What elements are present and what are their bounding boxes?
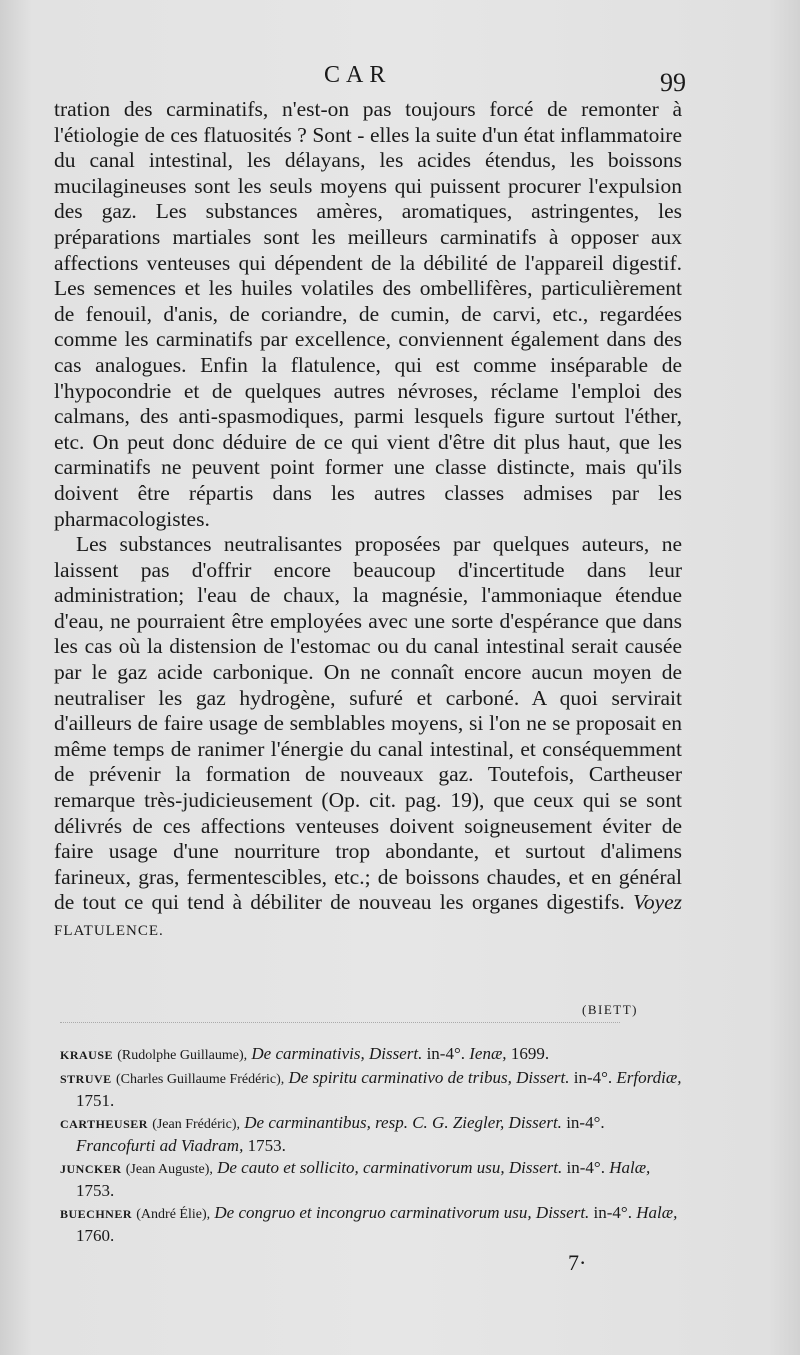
body-text	[54, 97, 682, 945]
reference-first-names: (Charles Guillaume Frédéric),	[115, 1072, 285, 1087]
reference-title: De spiritu carminativo de tribus, Dissert.	[288, 1068, 570, 1087]
reference-year: 1753.	[247, 1136, 286, 1155]
reference-first-names: (Jean Frédéric),	[152, 1117, 241, 1132]
reference-title: De cauto et sollicito, carminativorum usu, Dissert.	[217, 1158, 563, 1177]
reference-format: in-4°.	[593, 1203, 632, 1222]
reference-title: De carminativis, Dissert.	[251, 1044, 423, 1063]
see-also-target: FLATULENCE.	[54, 923, 164, 939]
page-number: 99	[660, 68, 686, 97]
reference-item	[60, 1157, 686, 1201]
reference-year: 1760.	[76, 1226, 115, 1245]
divider	[60, 1022, 620, 1023]
reference-first-names: (Jean Auguste),	[125, 1162, 213, 1177]
paragraph-1-text: tration des carminatifs, n'est-on pas toujours forcé de remonter à l'étiologie de ces flatuosités ? Sont - elles la suite d'un état inflammatoire du canal intestinal, les délayans, les acides étendus, les boissons mucilagineuses sont les seuls moyens qui puissent procurer l'expulsion des gaz. Les substances amères, aromatiques, astringentes, les préparations martiales sont les meilleurs carminatifs à opposer aux affections venteuses qui dépendent de la débilité de l'appareil digestif. Les semences et les huiles volatiles des ombellifères, particulièrement de fenouil, d'anis, de coriandre, de cumin, de carvi, etc., regardées comme les carminatifs par excellence, conviennent également dans des cas analogues. Enfin la flatulence, qui est comme inséparable de l'hypocondrie et de quelques autres névroses, réclame l'emploi des calmans, des anti-spasmodiques, parmi lesquels figure surtout l'éther, etc. On peut donc déduire de ce qui vient d'être dit plus haut, que les carminatifs ne peuvent point former une classe distincte, mais qu'ils doivent être répartis dans les autres classes admises par les pharmacologistes.	[54, 97, 682, 531]
reference-year: 1751.	[76, 1091, 115, 1110]
see-also-label: Voyez	[633, 890, 683, 915]
reference-author: KRAUSE	[60, 1048, 114, 1062]
reference-place: Ienæ,	[469, 1044, 507, 1063]
reference-year: 1699.	[510, 1044, 550, 1063]
reference-format: in-4°.	[426, 1044, 466, 1063]
reference-place: Halæ,	[609, 1158, 651, 1177]
reference-format: in-4°.	[573, 1068, 613, 1087]
reference-first-names: (Rudolphe Guillaume),	[117, 1048, 248, 1063]
paragraph-1	[54, 97, 682, 532]
paragraph-2-text: Les substances neutralisantes proposées par quelques auteurs, ne laissent pas d'offrir encore beaucoup d'incertitude dans leur administration; l'eau de chaux, la magnésie, l'ammoniaque étendue d'eau, ne pourraient être employées avec une sorte d'espérance que dans les cas où la distension de l'estomac ou du canal intestinal serait causée par le gaz acide carbonique. On ne connaît encore aucun moyen de neutraliser les gaz hydrogène, sufuré et carboné. A quoi servirait d'ailleurs de faire usage de semblables moyens, si l'on ne se proposait en même temps de ranimer l'énergie du canal intestinal, et conséquemment de prévenir la formation de nouveaux gaz. Toutefois, Cartheuser remarque très-judicieusement (Op. cit. pag. 19), que ceux qui se sont délivrés de ces affections venteuses doivent soigneusement éviter de faire usage d'une nourriture trop abondante, et surtout d'alimens farineux, gras, fermentescibles, etc.; de boissons chaudes, et en général de tout ce qui tend à débiliter de nouveau les organes digestifs.	[54, 532, 682, 915]
reference-item	[60, 1043, 686, 1066]
reference-place: Halæ,	[636, 1203, 678, 1222]
author-signature: (BIETT)	[582, 1002, 638, 1017]
reference-place: Erfordiæ,	[616, 1068, 682, 1087]
reference-format: in-4°.	[566, 1158, 605, 1177]
reference-place: Francofurti ad Viadram,	[76, 1136, 244, 1155]
reference-item	[60, 1067, 686, 1111]
reference-author: CARTHEUSER	[60, 1117, 148, 1131]
bibliography	[60, 1043, 686, 1247]
paragraph-2	[54, 532, 682, 945]
reference-item	[60, 1202, 686, 1246]
reference-item	[60, 1112, 686, 1156]
page-header	[56, 62, 686, 96]
reference-author: JUNCKER	[60, 1162, 122, 1176]
reference-author: BUECHNER	[60, 1207, 133, 1221]
reference-author: STRUVE	[60, 1072, 112, 1086]
reference-title: De congruo et incongruo carminativorum usu, Dissert.	[214, 1203, 590, 1222]
reference-first-names: (André Élie),	[136, 1207, 211, 1222]
reference-year: 1753.	[76, 1181, 115, 1200]
signature-mark: 7·	[568, 1250, 587, 1275]
reference-title: De carminantibus, resp. C. G. Ziegler, Dissert.	[244, 1113, 562, 1132]
running-head: CAR	[324, 62, 392, 88]
reference-format: in-4°.	[566, 1113, 605, 1132]
